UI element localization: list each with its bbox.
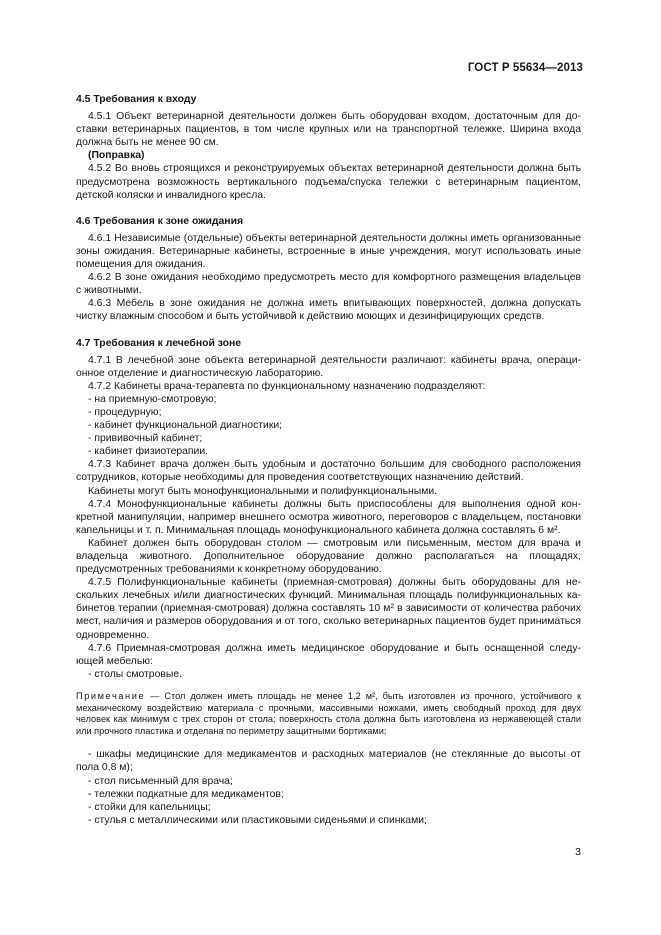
paragraph: 4.7.4 Монофункциональные кабинеты должны быть приспособлены для выполнения одной конкретной манипуляции, например внешнего осмотра животного, переговоров с владельцем, постановки капельницы и т. п. Минимальная площадь монофункционального кабинета должна составлять 6 м². <box>76 498 581 536</box>
list-item: - столы смотровые. <box>88 668 183 680</box>
paragraph: 4.5.1 Объект ветеринарной деятельности должен быть оборудован входом, достаточным для доставки ветеринарных пациентов, в том числе крупных или на транспортной тележке. Ширина входа должна быть не менее 90 см. <box>76 111 581 149</box>
document-header: ГОСТ Р 55634—2013 <box>467 62 583 74</box>
paragraph: Кабинет должен быть оборудован столом — смотровым или письменным, местом для врача и владельца животного. Дополнительное оборудование должно располагаться на площадях, предусмотренных требованиями к конкретному оборудованию. <box>76 537 581 576</box>
paragraph: 4.7.5 Полифункциональные кабинеты (приемная-смотровая) должны быть оборудованы для нескольких лечебных и/или диагностических функций. Минимальная площадь полифункциональных кабинетов терапии (приемная-смотровая) должна составлять 10 м² в зависимости от количества рабочих мест, наличия и размеров оборудования и от того, сколько ветеринарных пациентов будет приниматься одновременно. <box>76 577 581 641</box>
section-heading: 4.5 Требования к входу <box>76 94 197 105</box>
paragraph: 4.6.3 Мебель в зоне ожидания не должна иметь впитывающих поверхностей, должна допускать чистку влажным способом и быть устойчивой к действию моющих и дезинфицирующих средств. <box>76 298 581 323</box>
list-item: - стойки для капельницы; <box>88 801 211 813</box>
list-item: - стол письменный для врача; <box>88 775 233 787</box>
paragraph: 4.7.1 В лечебной зоне объекта ветеринарной деятельности различают: кабинеты врача, операционное отделение и диагностическую лабораторию. <box>76 354 581 379</box>
note-block <box>76 691 581 737</box>
list-item: - кабинет функциональной диагностики; <box>88 420 283 432</box>
list-item: - процедурную; <box>88 406 162 418</box>
paragraph: 4.7.3 Кабинет врача должен быть удобным и достаточно большим для свободного расположения сотрудников, которые необходимы для проведения соответствующих назначению действий. <box>76 459 581 484</box>
paragraph: 4.7.2 Кабинеты врача-терапевта по функциональному назначению подразделяют: <box>88 380 486 392</box>
note-text: — Стол должен иметь площадь не менее 1,2 м², быть изготовлен из прочного, устойчивого к механическому воздействию материала с прочными, массивными ножками, иметь свободный проход для двух человек как минимум с трех сторон от стола; поверхность стола должна быть изготовлена из нержавеющей стали или прочного пластика и отделана по периметру защитными бортиками; <box>76 690 581 736</box>
section-heading: 4.6 Требования к зоне ожидания <box>76 215 244 227</box>
list-item: - стулья с металлическими или пластиковыми сиденьями и спинками; <box>88 814 427 826</box>
list-item: - на приемную-смотровую; <box>88 393 217 405</box>
list-item: - тележки подкатные для медикаментов; <box>88 788 284 800</box>
paragraph: Кабинеты могут быть монофункциональными и полифункциональными. <box>88 485 438 497</box>
paragraph: 4.7.6 Приемная-смотровая должна иметь медицинское оборудование и быть оснащенной следующей мебелью: <box>76 642 581 667</box>
list-item: - кабинет физиотерапии. <box>88 446 209 458</box>
amendment-note: (Поправка) <box>88 150 145 162</box>
note-label: Примечание <box>76 690 146 701</box>
list-item: - прививочный кабинет; <box>88 433 203 445</box>
document-body <box>76 93 581 827</box>
paragraph: 4.6.1 Независимые (отдельные) объекты ветеринарной деятельности должны иметь организованные зоны ожидания. Ветеринарные кабинеты, встроенные в иные учреждения, могут использовать иные помещения для ожидания. <box>76 232 581 271</box>
paragraph: 4.6.2 В зоне ожидания необходимо предусмотреть место для комфортного размещения владельцев с животными. <box>76 272 581 297</box>
page-number: 3 <box>575 846 581 858</box>
paragraph: 4.5.2 Во вновь строящихся и реконструируемых объектах ветеринарной деятельности должна быть предусмотрена возможность вертикального подъема/спуска тележки с ветеринарным пациентом, детской коляски и инвалидного кресла. <box>76 163 581 201</box>
section-heading: 4.7 Требования к лечебной зоне <box>76 337 242 349</box>
list-item: - шкафы медицинские для медикаментов и расходных материалов (не стеклянные до высоты от пола 0,8 м); <box>76 749 581 774</box>
